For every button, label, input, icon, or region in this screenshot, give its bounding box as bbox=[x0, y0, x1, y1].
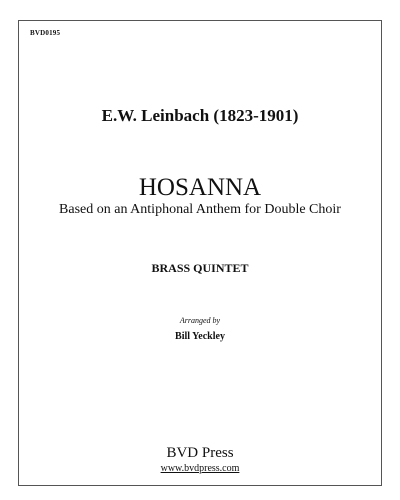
piece-title: HOSANNA bbox=[138, 174, 262, 201]
catalog-number: BVD0195 bbox=[30, 29, 61, 37]
publisher-website-link[interactable]: www.bvdpress.com bbox=[160, 463, 240, 474]
piece-subtitle: Based on an Antiphonal Anthem for Double Choir bbox=[59, 202, 341, 217]
arranger-name: Bill Yeckley bbox=[175, 331, 225, 342]
publisher-name: BVD Press bbox=[166, 445, 234, 461]
arranged-by-label: Arranged by bbox=[179, 316, 221, 325]
ensemble-label: BRASS QUINTET bbox=[151, 261, 249, 275]
cover-page-border bbox=[18, 20, 382, 486]
composer-name: E.W. Leinbach (1823-1901) bbox=[101, 106, 299, 125]
